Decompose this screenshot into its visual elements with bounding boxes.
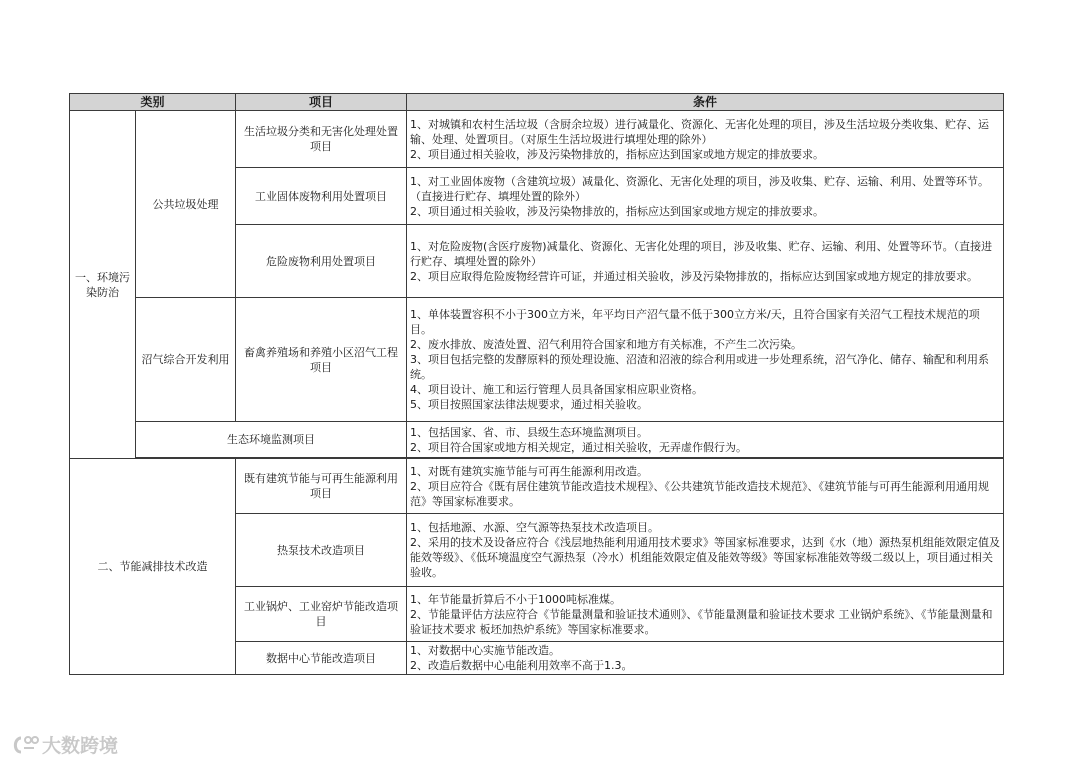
item-name: 既有建筑节能与可再生能源利用项目 [236, 459, 407, 514]
condition-cell [407, 587, 1004, 642]
condition-cell [407, 642, 1004, 675]
condition-line: 2、改造后数据中心电能利用效率不高于1.3。 [410, 659, 633, 672]
condition-line: 2、项目应符合《既有居住建筑节能改造技术规程》、《公共建筑节能改造技术规范》、《建筑节能与可再生能源利用通用规范》等国家标准要求。 [410, 479, 989, 508]
item-name: 热泵技术改造项目 [236, 514, 407, 587]
table-header-row [70, 94, 1004, 111]
condition-line: 2、项目符合国家或地方相关规定，通过相关验收，无弄虚作假行为。 [410, 440, 747, 454]
watermark-text: 大数跨境 [42, 735, 119, 757]
subcategory-label: 公共垃圾处理 [136, 111, 236, 298]
subcategory-label: 生态环境监测项目 [136, 422, 407, 458]
condition-cell [407, 514, 1004, 587]
condition-line: 3、项目包括完整的发酵原料的预处理设施、沼渣和沼液的综合利用或进一步处理系统，沼气净化、储存、输配和利用系统。 [410, 353, 989, 381]
condition-line: 1、对数据中心实施节能改造。 [410, 644, 560, 657]
condition-line: 1、对工业固体废物（含建筑垃圾）减量化、资源化、无害化处理的项目，涉及收集、贮存、运输、利用、处置等环节。（直接进行贮存、填埋处置的除外） [410, 174, 989, 203]
section-label: 一、环境污染防治 [70, 111, 136, 459]
condition-line: 2、节能量评估方法应符合《节能量测量和验证技术通则》、《节能量测量和验证技术要求 工业锅炉系统》、《节能量测量和验证技术要求 板坯加热炉系统》等国家标准要求。 [410, 607, 993, 636]
condition-line: 5、项目按照国家法律法规要求，通过相关验收。 [410, 398, 648, 411]
condition-cell [407, 168, 1004, 225]
condition-line: 2、项目通过相关验收，涉及污染物排放的，指标应达到国家或地方规定的排放要求。 [410, 147, 824, 161]
item-name: 危险废物利用处置项目 [236, 225, 407, 298]
condition-cell [407, 225, 1004, 298]
item-name: 生活垃圾分类和无害化处理处置项目 [236, 111, 407, 168]
condition-cell [407, 298, 1004, 422]
watermark [10, 731, 118, 758]
condition-line: 1、包括国家、省、市、县级生态环境监测项目。 [410, 425, 648, 439]
condition-cell [407, 422, 1004, 458]
condition-line: 1、包括地源、水源、空气源等热泵技术改造项目。 [410, 521, 659, 534]
table-row [70, 422, 1004, 458]
condition-line: 1、对危险废物(含医疗废物)减量化、资源化、无害化处理的项目，涉及收集、贮存、运输、利用、处置等环节。（直接进行贮存、填埋处置的除外） [410, 239, 993, 268]
header-category: 类别 [70, 94, 236, 111]
header-condition: 条件 [407, 94, 1004, 111]
condition-cell [407, 111, 1004, 168]
table-row [70, 459, 1004, 514]
condition-line: 2、采用的技术及设备应符合《浅层地热能利用通用技术要求》等国家标准要求，达到《水（地）源热泵机组能效限定值及能效等级》、《低环境温度空气源热泵（冷水）机组能效限定值及能效等级》等国家标准能效等级二级以上，项目通过相关验收。 [410, 536, 1000, 579]
header-item: 项目 [236, 94, 407, 111]
condition-line: 4、项目设计、施工和运行管理人员具备国家相应职业资格。 [410, 383, 703, 396]
condition-line: 2、项目通过相关验收，涉及污染物排放的，指标应达到国家或地方规定的排放要求。 [410, 204, 824, 218]
brand-logo-icon [10, 734, 40, 756]
table-row [70, 111, 1004, 168]
table-row [70, 298, 1004, 422]
condition-line: 2、废水排放、废渣处置、沼气利用符合国家和地方有关标准，不产生二次污染。 [410, 338, 802, 351]
item-name: 工业固体废物利用处置项目 [236, 168, 407, 225]
item-name: 工业锅炉、工业窑炉节能改造项目 [236, 587, 407, 642]
condition-line: 1、单体装置容积不小于300立方米，年平均日产沼气量不低于300立方米/天，且符合国家有关沼气工程技术规范的项目。 [410, 308, 980, 336]
item-name: 畜禽养殖场和养殖小区沼气工程项目 [236, 298, 407, 422]
condition-line: 1、年节能量折算后不小于1000吨标准煤。 [410, 592, 621, 606]
condition-line: 2、项目应取得危险废物经营许可证，并通过相关验收，涉及污染物排放的，指标应达到国家或地方规定的排放要求。 [410, 269, 978, 283]
conditions-table [69, 93, 1004, 675]
section-label: 二、节能减排技术改造 [70, 459, 236, 675]
condition-line: 1、对城镇和农村生活垃圾（含厨余垃圾）进行减量化、资源化、无害化处理的项目，涉及生活垃圾分类收集、贮存、运输、处理、处置项目。（对原生生活垃圾进行填埋处理的除外） [410, 117, 989, 146]
condition-line: 1、对既有建筑实施节能与可再生能源利用改造。 [410, 464, 648, 478]
condition-cell [407, 459, 1004, 514]
item-name: 数据中心节能改造项目 [236, 642, 407, 675]
subcategory-label: 沼气综合开发利用 [136, 298, 236, 422]
